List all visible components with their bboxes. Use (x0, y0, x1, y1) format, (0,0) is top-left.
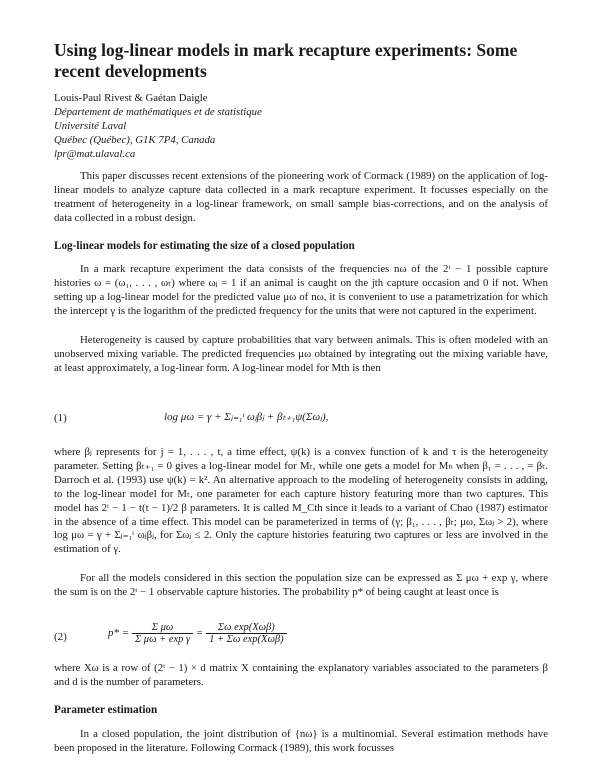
paper-title: Using log-linear models in mark recapture experiments: Some recent developments (54, 40, 518, 81)
paragraph-6: In a closed population, the joint distribution of {nω} is a multinomial. Several estimation methods have been proposed in the literature. Following Cormack (1989), this work focusses (54, 728, 548, 754)
author-names: Louis-Paul Rivest & Gaétan Daigle (54, 92, 208, 104)
author-block (54, 91, 354, 161)
author-university: Université Laval (54, 120, 127, 132)
equation-2 (54, 618, 548, 658)
abstract: This paper discusses recent extensions of the pioneering work of Cormack (1989) on the application of log-linear models to analyze capture data collected in a mark recapture experiment. It focusses especially on the treatment of heterogeneity in a log-linear framework, on small sample bias-corrections, and on the analysis of data collected in a robust design. (54, 170, 548, 224)
paragraph-1: In a mark recapture experiment the data consists of the frequencies nω of the 2ᵗ − 1 possible capture histories ω = (ω₁, . . . , ωₜ) where ωⱼ = 1 if an animal is caught on the jth capture occasion and 0 if not. When setting up a log-linear model for the predicted value μω of nω, it is convenient to use a parametrization for which the intercept γ is the logarithm of the predicted frequency for the units that were not captured in the experiment. (54, 263, 548, 317)
equation-1 (54, 400, 548, 440)
equation-2-number: (2) (54, 631, 67, 643)
section-heading-loglinear: Log-linear models for estimating the size of a closed population (54, 240, 355, 252)
paragraph-4: For all the models considered in this section the population size can be expressed as Σ μω + exp γ, where the sum is on the 2ᵗ − 1 observable capture histories. The probability p* of being caught at least once is (54, 572, 548, 598)
equation-2-f2-numerator: Σω exp(Xωβ) (206, 622, 286, 634)
equation-2-lhs: p* = (108, 627, 130, 640)
equation-1-body: log μω = γ + Σⱼ₌₁ᵗ ωⱼβⱼ + βₜ₊₁ψ(Σωⱼ), (164, 411, 329, 423)
equation-2-f1-denominator: Σ μω + exp γ (134, 634, 191, 645)
author-address: Québec (Québec), G1K 7P4, Canada (54, 134, 216, 146)
equation-2-fraction-2 (206, 622, 286, 645)
equation-1-number: (1) (54, 412, 67, 424)
equation-2-f1-numerator: Σ μω (132, 622, 193, 634)
equation-2-equals: = (195, 627, 204, 640)
author-email: lpr@mat.ulaval.ca (54, 148, 136, 160)
paragraph-2: Heterogeneity is caused by capture probabilities that vary between animals. This is often modeled with an unobserved mixing variable. The predicted frequencies μω obtained by integrating out the mixing variable have, at least approximately, a log-linear form. A log-linear model for Mth is then (54, 334, 548, 374)
equation-2-f2-denominator: 1 + Σω exp(Xωβ) (209, 634, 284, 645)
equation-2-body (108, 622, 287, 645)
paragraph-3: where βⱼ represents for j = 1, . . . , t, a time effect, ψ(k) is a convex function of k and τ is the heterogeneity parameter. Setting βₜ₊₁ = 0 gives a log-linear model for Mₜ, while one gets a model for Mₕ when β₁ = . . . , = βₜ. Darroch et al. (1993) use ψ(k) = k². An alternative approach to the modeling of heterogeneity consists in adding, to the log-linear model for Mₜ, one parameter for each capture history featuring more than two captures. This model has 2ᵗ − 1 − t(t − 1)/2 β parameters. It is called M_Cth since it leads to a variant of Chao (1987) estimator in the absence of a time effect. This model can be parameterized in terms of (γ; β₁, . . . , βₜ; μω, Σωⱼ > 2), where log μω = γ + Σⱼ₌₁ᵗ ωⱼβⱼ, for Σωⱼ ≤ 2. Only the capture histories featuring two captures or less are involved in the estimation of γ. (54, 446, 548, 556)
equation-2-fraction-1 (132, 622, 193, 645)
author-department: Département de mathématiques et de statistique (54, 106, 262, 118)
section-heading-estimation: Parameter estimation (54, 704, 158, 716)
paragraph-5: where Xω is a row of (2ᵗ − 1) × d matrix X containing the explanatory variables associated to the parameters β and d is the number of parameters. (54, 662, 548, 688)
